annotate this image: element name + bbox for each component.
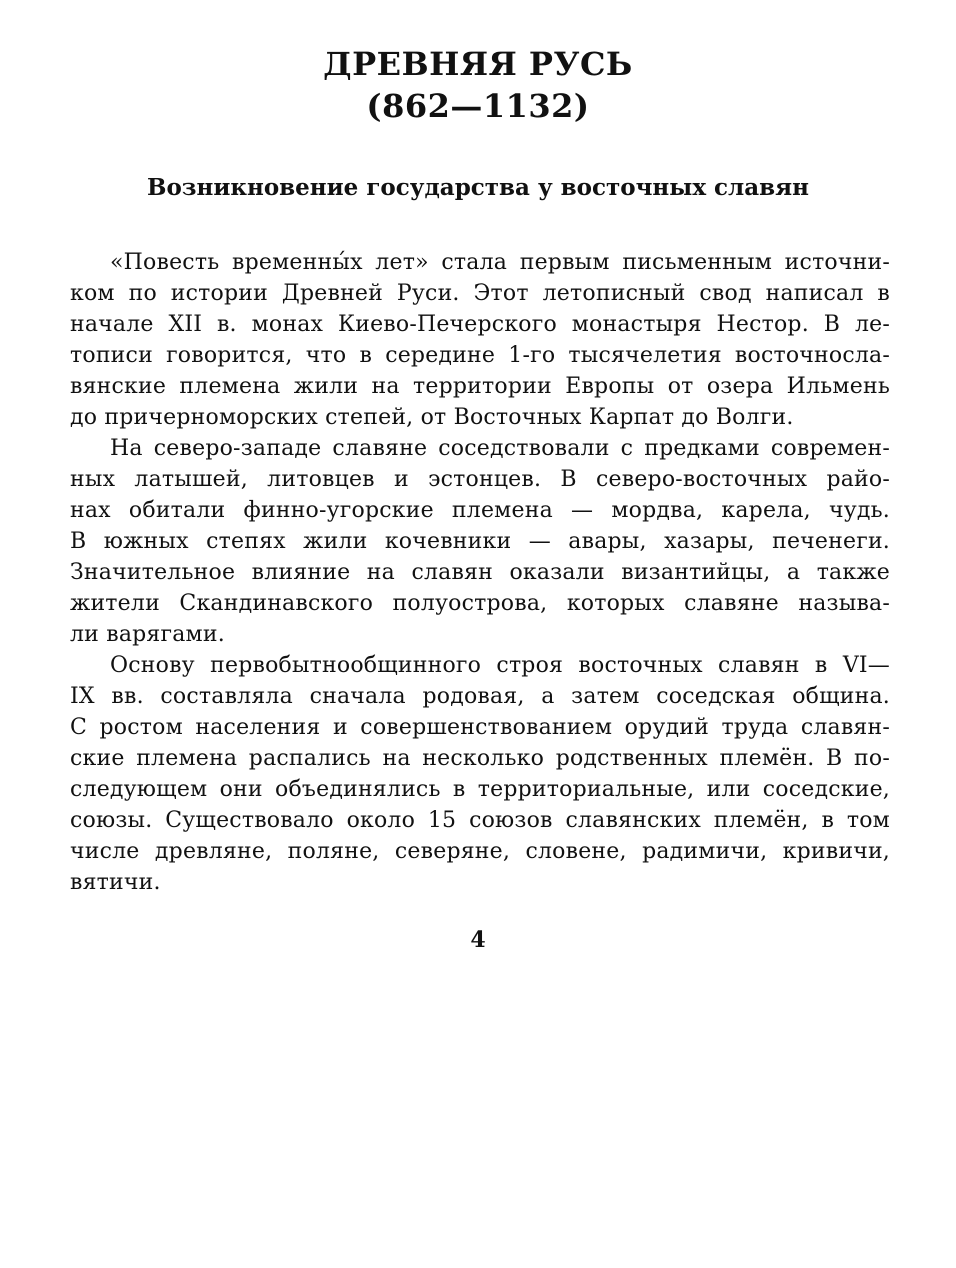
text-line: тописи говорится, что в середине 1-го тысячелетия восточносла- (70, 343, 890, 368)
text-line: ские племена распались на несколько родственных племён. В по- (70, 746, 890, 771)
chapter-period: (862—1132) (366, 87, 590, 125)
text-line: В южных степях жили кочевники — авары, хазары, печенеги. (70, 529, 890, 554)
section-heading: Возникновение государства у восточных славян (147, 174, 809, 201)
text-line: Значительное влияние на славян оказали византийцы, а также (70, 560, 890, 585)
text-line: Основу первобытнообщинного строя восточных славян в VI— (110, 653, 890, 678)
paragraph-1 (70, 247, 890, 433)
text-line: IX вв. составляла сначала родовая, а затем соседская община. (70, 684, 890, 709)
text-line: С ростом населения и совершенствованием орудий труда славян- (70, 715, 890, 740)
page-number: 4 (470, 927, 486, 953)
chapter-title: ДРЕВНЯЯ РУСЬ (323, 45, 633, 83)
paragraph-2 (70, 433, 890, 650)
text-line: начале XII в. монах Киево-Печерского монастыря Нестор. В ле- (70, 312, 890, 337)
text-line: следующем они объединялись в территориальные, или соседские, (70, 777, 890, 802)
body-text (70, 247, 890, 898)
text-line: жители Скандинавского полуострова, которых славяне называ- (70, 591, 890, 616)
text-line: вянские племена жили на территории Европы от озера Ильмень (70, 374, 890, 399)
text-line: до причерноморских степей, от Восточных Карпат до Волги. (70, 405, 794, 430)
text-line: ком по истории Древней Руси. Этот летописный свод написал в (70, 281, 890, 306)
text-line: На северо-западе славяне соседствовали с предками современ- (110, 436, 890, 461)
text-line: союзы. Существовало около 15 союзов славянских племён, в том (70, 808, 890, 833)
paragraph-3 (70, 650, 890, 898)
text-line: ных латышей, литовцев и эстонцев. В северо-восточных райо- (70, 467, 890, 492)
text-line: вятичи. (70, 870, 161, 895)
text-line: числе древляне, поляне, северяне, словене, радимичи, кривичи, (70, 839, 890, 864)
text-line: «Повесть временны́х лет» стала первым письменным источни- (110, 250, 890, 275)
text-line: ли варягами. (70, 622, 225, 647)
text-line: нах обитали финно-угорские племена — мордва, карела, чудь. (70, 498, 890, 523)
